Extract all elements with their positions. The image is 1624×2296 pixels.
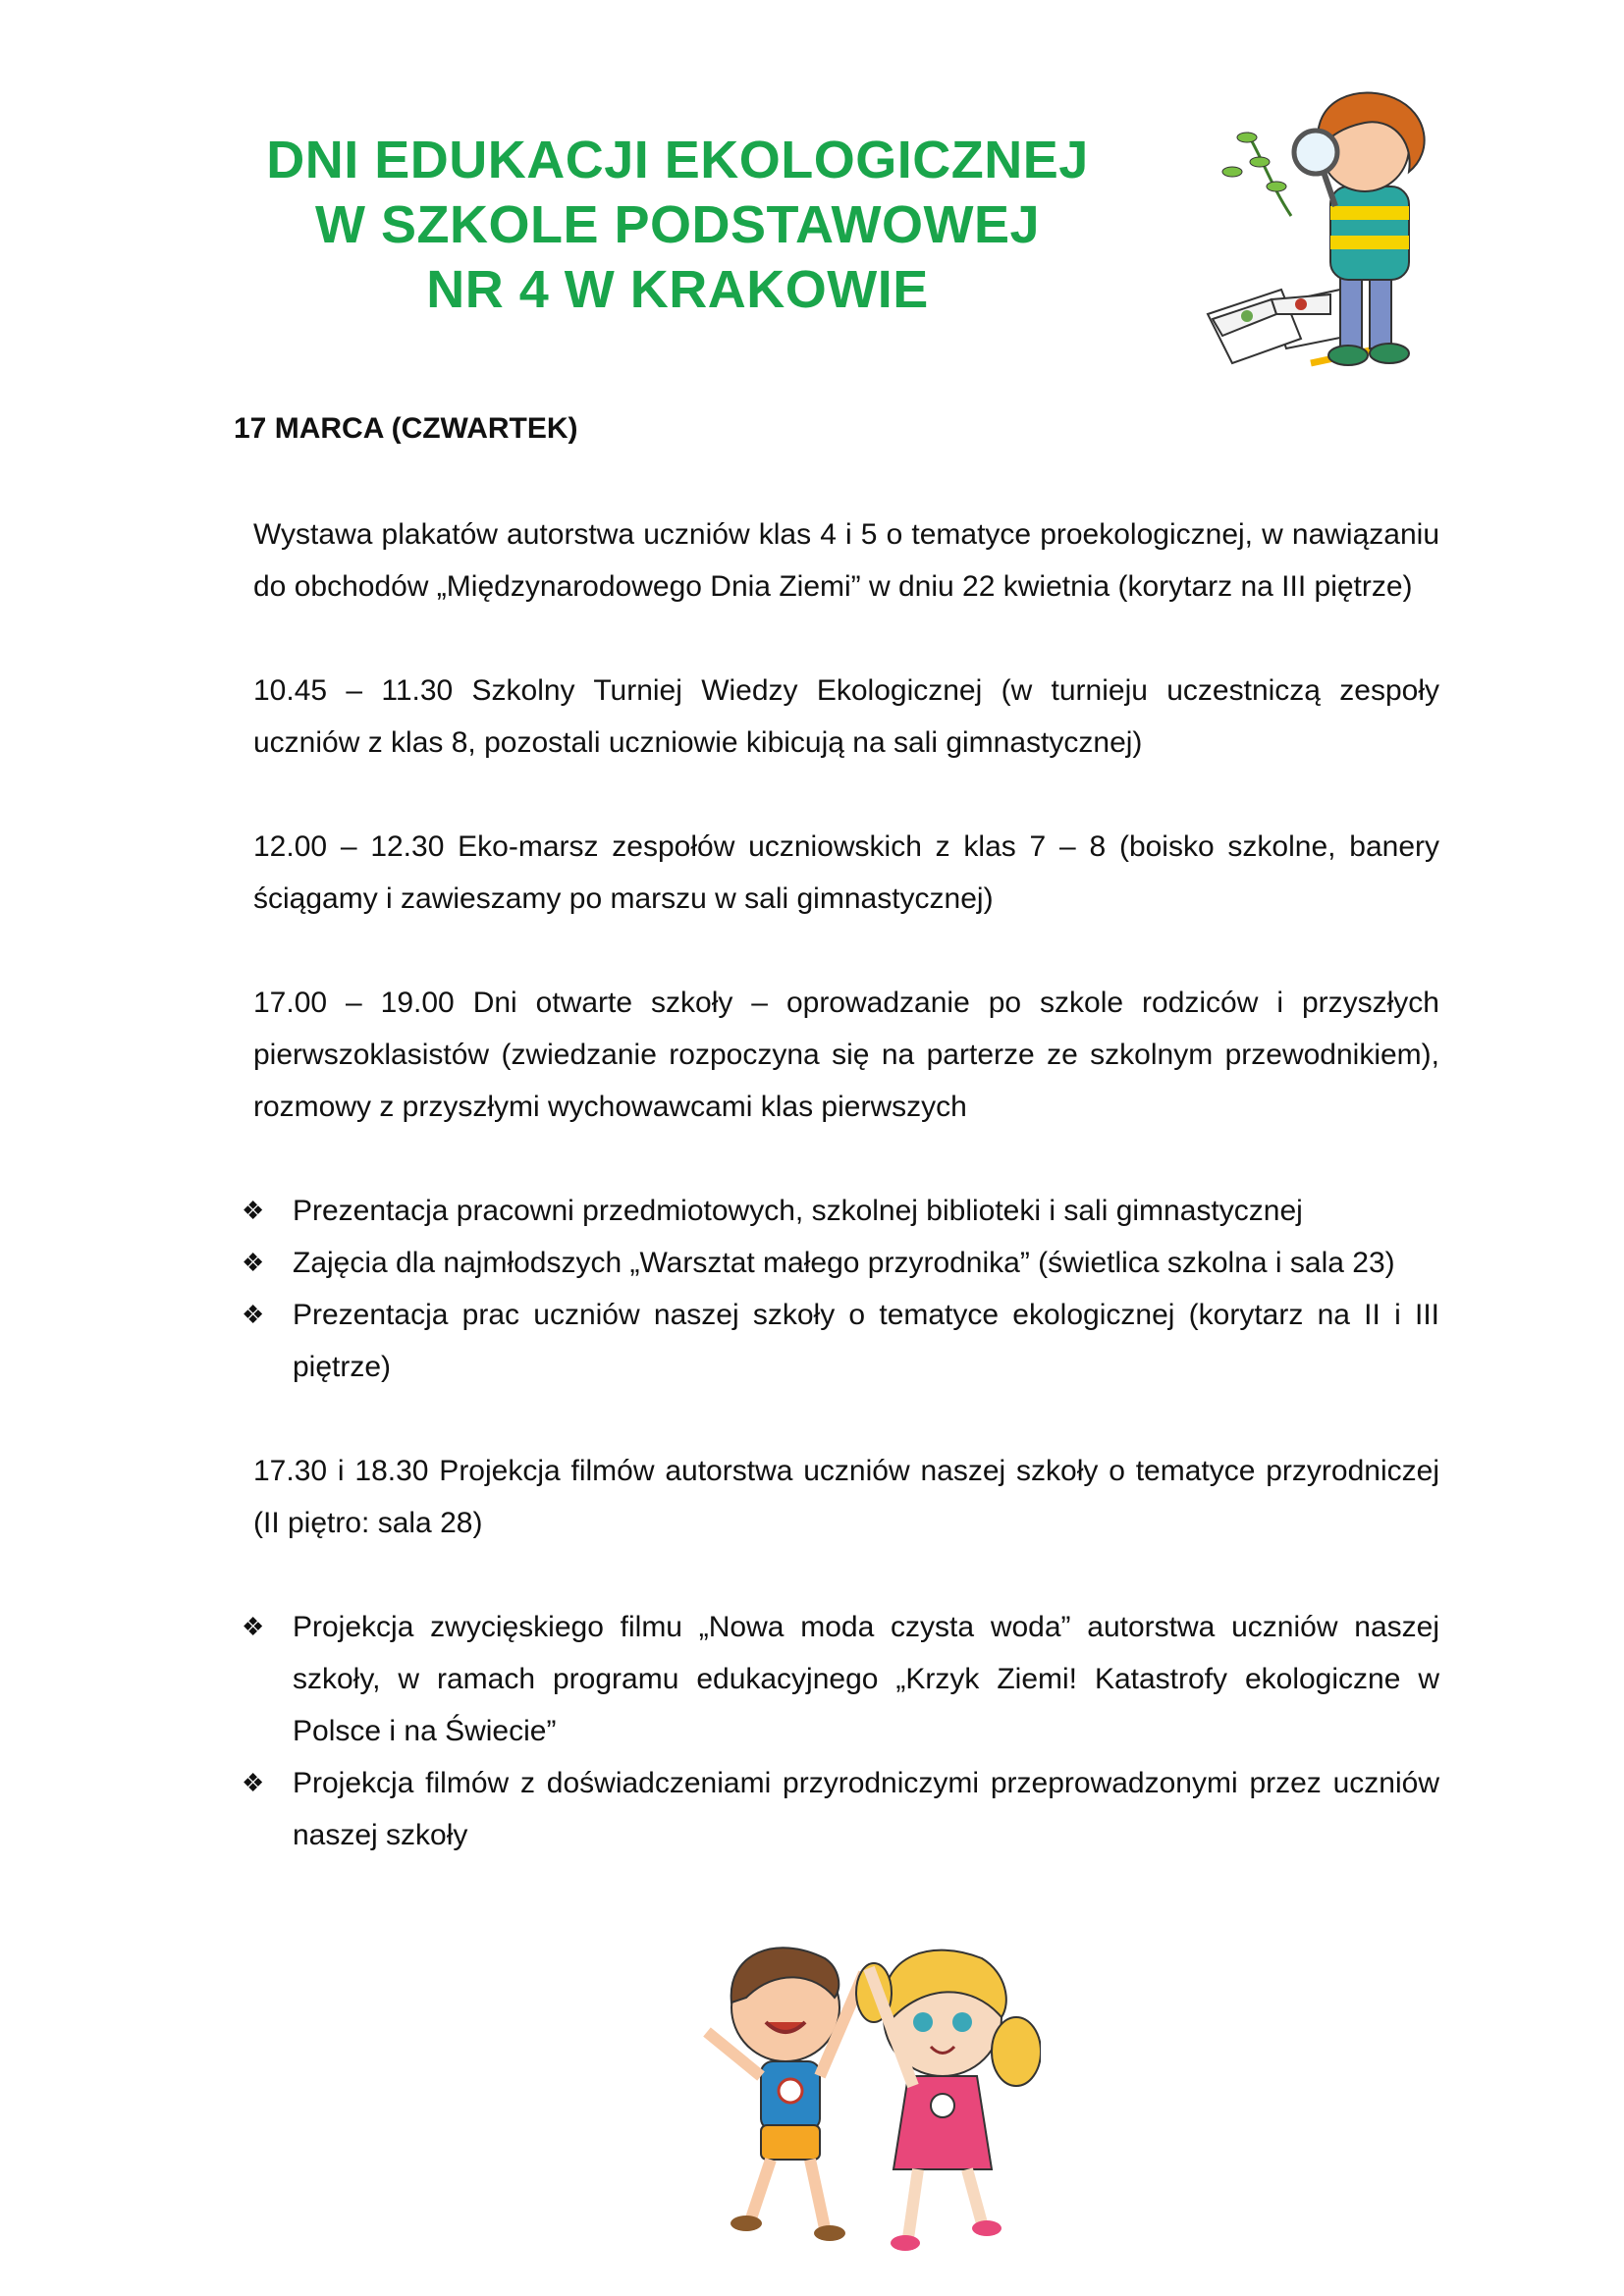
jumping-children-illustration bbox=[677, 1914, 1041, 2268]
child-with-magnifier-illustration bbox=[1193, 79, 1488, 402]
diamond-bullet-icon: ❖ bbox=[242, 1612, 265, 1641]
open-day-bullet-list bbox=[242, 1185, 1439, 1393]
event-date: 17 MARCA (CZWARTEK) bbox=[234, 412, 578, 445]
page-title bbox=[177, 128, 1178, 322]
title-line-1: DNI EDUKACJI EKOLOGICZNEJ bbox=[266, 131, 1089, 189]
list-item: ❖ Prezentacja pracowni przedmiotowych, szkolnej biblioteki i sali gimnastycznej bbox=[253, 1185, 1439, 1237]
paragraph-film-screening: 17.30 i 18.30 Projekcja filmów autorstwa uczniów naszej szkoły o tematyce przyrodniczej (II piętro: sala 28) bbox=[253, 1455, 1439, 1539]
diamond-bullet-icon: ❖ bbox=[242, 1300, 265, 1329]
title-line-2: W SZKOLE PODSTAWOWEJ bbox=[315, 195, 1040, 254]
diamond-bullet-icon: ❖ bbox=[242, 1196, 265, 1225]
paragraph-eco-march: 12.00 – 12.30 Eko-marsz zespołów uczniowskich z klas 7 – 8 (boisko szkolne, banery ściągamy i zawieszamy po marszu w sali gimnastycznej) bbox=[253, 830, 1439, 915]
title-line-3: NR 4 W KRAKOWIE bbox=[426, 260, 929, 319]
paragraph-tournament: 10.45 – 11.30 Szkolny Turniej Wiedzy Ekologicznej (w turnieju uczestniczą zespoły uczniów z klas 8, pozostali uczniowie kibicują na sali gimnastycznej) bbox=[253, 674, 1439, 759]
list-item: ❖ Zajęcia dla najmłodszych „Warsztat małego przyrodnika” (świetlica szkolna i sala 23) bbox=[253, 1237, 1439, 1289]
schedule-content bbox=[242, 508, 1439, 1913]
diamond-bullet-icon: ❖ bbox=[242, 1768, 265, 1797]
list-item: ❖ Projekcja filmów z doświadczeniami przyrodniczymi przeprowadzonymi przez uczniów naszej szkoły bbox=[253, 1757, 1439, 1861]
list-item: ❖ Prezentacja prac uczniów naszej szkoły o tematyce ekologicznej (korytarz na II i III piętrze) bbox=[253, 1289, 1439, 1393]
paragraph-open-day: 17.00 – 19.00 Dni otwarte szkoły – oprowadzanie po szkole rodziców i przyszłych pierwszoklasistów (zwiedzanie rozpoczyna się na parterze ze szkolnym przewodnikiem), rozmowy z przyszłymi wychowawcami klas pierwszych bbox=[253, 987, 1439, 1123]
paragraph-exhibition: Wystawa plakatów autorstwa uczniów klas 4 i 5 o tematyce proekologicznej, w nawiązaniu do obchodów „Międzynarodowego Dnia Ziemi” w dniu 22 kwietnia (korytarz na III piętrze) bbox=[253, 518, 1439, 603]
film-bullet-list bbox=[242, 1601, 1439, 1861]
diamond-bullet-icon: ❖ bbox=[242, 1248, 265, 1277]
list-item: ❖ Projekcja zwycięskiego filmu „Nowa moda czysta woda” autorstwa uczniów naszej szkoły, w ramach programu edukacyjnego „Krzyk Ziemi! Katastrofy ekologiczne w Polsce i na Świecie” bbox=[253, 1601, 1439, 1757]
